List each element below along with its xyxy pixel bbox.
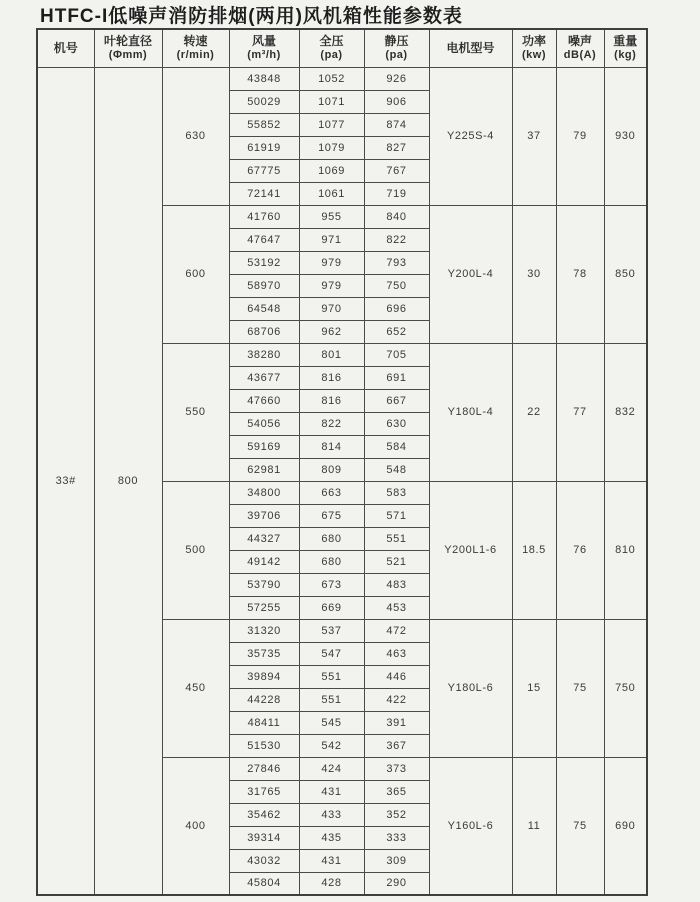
cell-motor-model: Y160L-6 (429, 757, 512, 895)
cell-speed: 450 (162, 619, 229, 757)
cell-total-pressure: 551 (299, 688, 364, 711)
cell-total-pressure: 537 (299, 619, 364, 642)
cell-static-pressure: 521 (364, 550, 429, 573)
cell-air-volume: 61919 (229, 136, 299, 159)
cell-air-volume: 47660 (229, 389, 299, 412)
cell-total-pressure: 816 (299, 389, 364, 412)
col-header-label: 叶轮直径 (103, 34, 152, 49)
cell-total-pressure: 663 (299, 481, 364, 504)
cell-static-pressure: 453 (364, 596, 429, 619)
cell-static-pressure: 333 (364, 826, 429, 849)
cell-total-pressure: 542 (299, 734, 364, 757)
col-header-unit: (r/min) (176, 49, 215, 62)
cell-static-pressure: 583 (364, 481, 429, 504)
cell-air-volume: 39894 (229, 665, 299, 688)
cell-air-volume: 39314 (229, 826, 299, 849)
col-header-air-volume (229, 29, 299, 67)
cell-static-pressure: 926 (364, 67, 429, 90)
cell-static-pressure: 290 (364, 872, 429, 895)
cell-weight: 850 (604, 205, 647, 343)
col-header-machine-no (37, 29, 94, 67)
cell-static-pressure: 309 (364, 849, 429, 872)
cell-noise: 78 (556, 205, 604, 343)
cell-total-pressure: 675 (299, 504, 364, 527)
cell-air-volume: 35735 (229, 642, 299, 665)
cell-total-pressure: 424 (299, 757, 364, 780)
cell-motor-model: Y225S-4 (429, 67, 512, 205)
cell-air-volume: 59169 (229, 435, 299, 458)
cell-noise: 75 (556, 757, 604, 895)
cell-air-volume: 43848 (229, 67, 299, 90)
cell-speed: 400 (162, 757, 229, 895)
cell-air-volume: 67775 (229, 159, 299, 182)
cell-total-pressure: 669 (299, 596, 364, 619)
cell-total-pressure: 962 (299, 320, 364, 343)
cell-power: 37 (512, 67, 556, 205)
cell-total-pressure: 435 (299, 826, 364, 849)
col-header-weight (604, 29, 647, 67)
col-header-label: 噪声 (567, 34, 592, 49)
cell-air-volume: 53192 (229, 251, 299, 274)
cell-noise: 77 (556, 343, 604, 481)
col-header-motor-model (429, 29, 512, 67)
col-header-power (512, 29, 556, 67)
cell-motor-model: Y180L-6 (429, 619, 512, 757)
col-header-label: 转速 (183, 34, 208, 49)
cell-noise: 75 (556, 619, 604, 757)
col-header-unit: (kw) (522, 49, 546, 62)
cell-air-volume: 47647 (229, 228, 299, 251)
col-header-label: 机号 (53, 40, 78, 55)
cell-air-volume: 68706 (229, 320, 299, 343)
col-header-unit: (Φmm) (108, 49, 148, 62)
cell-air-volume: 43032 (229, 849, 299, 872)
cell-static-pressure: 827 (364, 136, 429, 159)
cell-air-volume: 39706 (229, 504, 299, 527)
col-header-unit: (m³/h) (247, 49, 281, 62)
table-row (37, 67, 647, 90)
col-header-noise (556, 29, 604, 67)
cell-static-pressure: 367 (364, 734, 429, 757)
cell-total-pressure: 1052 (299, 67, 364, 90)
cell-total-pressure: 979 (299, 274, 364, 297)
cell-air-volume: 64548 (229, 297, 299, 320)
cell-noise: 79 (556, 67, 604, 205)
cell-static-pressure: 767 (364, 159, 429, 182)
cell-total-pressure: 545 (299, 711, 364, 734)
col-header-unit: (pa) (320, 49, 343, 62)
cell-static-pressure: 719 (364, 182, 429, 205)
col-header-label: 重量 (613, 34, 638, 49)
cell-total-pressure: 433 (299, 803, 364, 826)
cell-total-pressure: 680 (299, 550, 364, 573)
cell-power: 18.5 (512, 481, 556, 619)
col-header-label: 风量 (251, 34, 276, 49)
cell-motor-model: Y200L1-6 (429, 481, 512, 619)
cell-speed: 630 (162, 67, 229, 205)
cell-motor-model: Y200L-4 (429, 205, 512, 343)
cell-air-volume: 35462 (229, 803, 299, 826)
cell-air-volume: 50029 (229, 90, 299, 113)
cell-static-pressure: 463 (364, 642, 429, 665)
cell-static-pressure: 571 (364, 504, 429, 527)
page-title: HTFC-I低噪声消防排烟(两用)风机箱性能参数表 (40, 6, 463, 27)
cell-power: 11 (512, 757, 556, 895)
cell-static-pressure: 840 (364, 205, 429, 228)
cell-total-pressure: 673 (299, 573, 364, 596)
cell-machine-no: 33# (37, 67, 94, 895)
cell-air-volume: 41760 (229, 205, 299, 228)
cell-static-pressure: 906 (364, 90, 429, 113)
cell-air-volume: 27846 (229, 757, 299, 780)
cell-total-pressure: 680 (299, 527, 364, 550)
cell-total-pressure: 1069 (299, 159, 364, 182)
cell-static-pressure: 483 (364, 573, 429, 596)
cell-static-pressure: 691 (364, 366, 429, 389)
cell-air-volume: 31765 (229, 780, 299, 803)
cell-total-pressure: 1071 (299, 90, 364, 113)
cell-power: 22 (512, 343, 556, 481)
header-row (37, 29, 647, 67)
cell-total-pressure: 801 (299, 343, 364, 366)
cell-total-pressure: 814 (299, 435, 364, 458)
cell-static-pressure: 548 (364, 458, 429, 481)
cell-static-pressure: 365 (364, 780, 429, 803)
cell-air-volume: 44327 (229, 527, 299, 550)
cell-power: 15 (512, 619, 556, 757)
col-header-label: 功率 (521, 34, 546, 49)
cell-total-pressure: 431 (299, 849, 364, 872)
cell-weight: 750 (604, 619, 647, 757)
cell-weight: 930 (604, 67, 647, 205)
cell-static-pressure: 696 (364, 297, 429, 320)
col-header-total-pressure (299, 29, 364, 67)
col-header-label: 电机型号 (446, 40, 495, 55)
cell-air-volume: 44228 (229, 688, 299, 711)
cell-power: 30 (512, 205, 556, 343)
cell-weight: 690 (604, 757, 647, 895)
cell-total-pressure: 822 (299, 412, 364, 435)
cell-static-pressure: 667 (364, 389, 429, 412)
cell-total-pressure: 971 (299, 228, 364, 251)
cell-static-pressure: 422 (364, 688, 429, 711)
col-header-unit: dB(A) (563, 49, 597, 62)
cell-static-pressure: 793 (364, 251, 429, 274)
cell-air-volume: 58970 (229, 274, 299, 297)
cell-static-pressure: 750 (364, 274, 429, 297)
cell-air-volume: 38280 (229, 343, 299, 366)
cell-speed: 600 (162, 205, 229, 343)
cell-static-pressure: 630 (364, 412, 429, 435)
cell-air-volume: 62981 (229, 458, 299, 481)
cell-air-volume: 55852 (229, 113, 299, 136)
table-body (37, 67, 647, 895)
cell-air-volume: 49142 (229, 550, 299, 573)
cell-impeller-diameter: 800 (94, 67, 162, 895)
col-header-impeller-diameter (94, 29, 162, 67)
cell-air-volume: 31320 (229, 619, 299, 642)
cell-static-pressure: 652 (364, 320, 429, 343)
fan-performance-table (36, 28, 648, 896)
col-header-unit: (pa) (385, 49, 408, 62)
cell-static-pressure: 352 (364, 803, 429, 826)
col-header-static-pressure (364, 29, 429, 67)
cell-air-volume: 43677 (229, 366, 299, 389)
cell-static-pressure: 391 (364, 711, 429, 734)
col-header-speed (162, 29, 229, 67)
cell-weight: 832 (604, 343, 647, 481)
col-header-label: 静压 (384, 34, 409, 49)
cell-static-pressure: 822 (364, 228, 429, 251)
cell-total-pressure: 979 (299, 251, 364, 274)
cell-air-volume: 57255 (229, 596, 299, 619)
cell-air-volume: 54056 (229, 412, 299, 435)
table-header (37, 29, 647, 67)
cell-air-volume: 51530 (229, 734, 299, 757)
cell-static-pressure: 446 (364, 665, 429, 688)
cell-total-pressure: 431 (299, 780, 364, 803)
cell-noise: 76 (556, 481, 604, 619)
col-header-label: 全压 (319, 34, 344, 49)
cell-static-pressure: 551 (364, 527, 429, 550)
cell-total-pressure: 809 (299, 458, 364, 481)
cell-total-pressure: 1079 (299, 136, 364, 159)
cell-air-volume: 48411 (229, 711, 299, 734)
col-header-unit: (kg) (614, 49, 637, 62)
cell-total-pressure: 547 (299, 642, 364, 665)
cell-static-pressure: 373 (364, 757, 429, 780)
cell-total-pressure: 1061 (299, 182, 364, 205)
cell-total-pressure: 955 (299, 205, 364, 228)
cell-motor-model: Y180L-4 (429, 343, 512, 481)
cell-total-pressure: 428 (299, 872, 364, 895)
cell-air-volume: 45804 (229, 872, 299, 895)
cell-static-pressure: 472 (364, 619, 429, 642)
cell-total-pressure: 970 (299, 297, 364, 320)
cell-static-pressure: 705 (364, 343, 429, 366)
cell-total-pressure: 816 (299, 366, 364, 389)
cell-air-volume: 34800 (229, 481, 299, 504)
cell-air-volume: 53790 (229, 573, 299, 596)
cell-speed: 500 (162, 481, 229, 619)
cell-weight: 810 (604, 481, 647, 619)
cell-speed: 550 (162, 343, 229, 481)
cell-air-volume: 72141 (229, 182, 299, 205)
cell-total-pressure: 1077 (299, 113, 364, 136)
cell-static-pressure: 874 (364, 113, 429, 136)
cell-static-pressure: 584 (364, 435, 429, 458)
cell-total-pressure: 551 (299, 665, 364, 688)
